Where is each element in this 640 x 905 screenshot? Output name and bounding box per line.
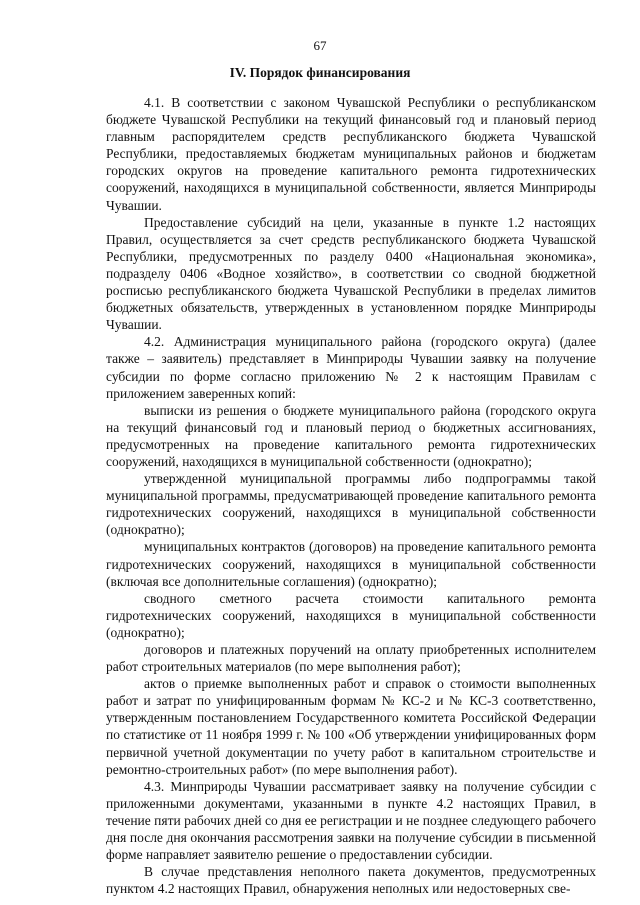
section-title: IV. Порядок финансирования <box>229 65 411 80</box>
list-item-payment-orders: договоров и платежных поручений на оплату приобретенных исполнителем работ строительных материалов (по мере выполнения работ); <box>106 642 596 675</box>
paragraph-incomplete-package: В случае представления неполного пакета документов, предусмотренных пунктом 4.2 настоящих Правил, обнаружения неполных или недостоверных све- <box>106 864 596 897</box>
list-item-municipal-program: утвержденной муниципальной программы либо подпрограммы такой муниципальной программы, предусматривающей проведение капитального ремонта гидротехнических сооружений, находящихся в муниципальной собственности (однократно); <box>106 471 596 538</box>
paragraph-subsidy-funding: Предоставление субсидий на цели, указанные в пункте 1.2 настоящих Правил, осуществляется за счет средств республиканского бюджета Чувашской Республики, предусмотренных по разделу 0400 «Национальная экономика», подразделу 0406 «Водное хозяйство», в соответствии со сводной бюджетной росписью республиканского бюджета Чувашской Республики в пределах лимитов бюджетных обязательств, утвержденных в установленном порядке Минприроды Чувашии. <box>106 214 596 333</box>
list-item-acceptance-acts: актов о приемке выполненных работ и справок о стоимости выполненных работ и затрат по унифицированным формам № КС-2 и № КС-3 соответственно, утвержденным постановлением Государственного комитета Российской Федерации по статистике от 11 ноября 1999 г. № 100 «Об утверждении унифицированных форм первичной учетной документации по учету работ в капитальном строительстве и ремонтно-строительных работ» (по мере выполнения работ). <box>106 676 596 777</box>
paragraph-4-1: 4.1. В соответствии с законом Чувашской Республики о республиканском бюджете Чувашской Республики на текущий финансовый год и плановый период главным распорядителем средств республиканского бюджета Чувашской Республики, предоставляемых бюджетам муниципальных районов и бюджетам городских округов на проведение капитального ремонта гидротехнических сооружений, находящихся в муниципальной собственности, является Минприроды Чувашии. <box>106 95 596 213</box>
body-text <box>106 94 596 897</box>
paragraph-4-3: 4.3. Минприроды Чувашии рассматривает заявку на получение субсидии с приложенными документами, указанными в пункте 4.2 настоящих Правил, в течение пяти рабочих дней со дня ее регистрации и не позднее следующего рабочего дня после дня окончания рассмотрения заявки на получение субсидии в письменной форме направляет заявителю решение о предоставлении субсидии. <box>106 778 596 863</box>
list-item-budget-extract: выписки из решения о бюджете муниципального района (городского округа на текущий финансовый год и плановый период о бюджетных ассигнованиях, предусмотренных на проведение капитального ремонта гидротехнических сооружений, находящихся в муниципальной собственности (однократно); <box>106 402 596 469</box>
page-number: 67 <box>313 38 327 53</box>
list-item-cost-estimate: сводного сметного расчета стоимости капитального ремонта гидротехнических сооружений, находящихся в муниципальной собственности (однократно); <box>106 590 596 640</box>
paragraph-4-2: 4.2. Администрация муниципального района (городского округа) (далее также – заявитель) представляет в Минприроды Чувашии заявку на получение субсидии по форме согласно приложению № 2 к настоящим Правилам с приложением заверенных копий: <box>106 334 596 401</box>
list-item-municipal-contracts: муниципальных контрактов (договоров) на проведение капитального ремонта гидротехнических сооружений, находящихся в муниципальной собственности (включая все дополнительные соглашения) (однократно); <box>106 539 596 589</box>
